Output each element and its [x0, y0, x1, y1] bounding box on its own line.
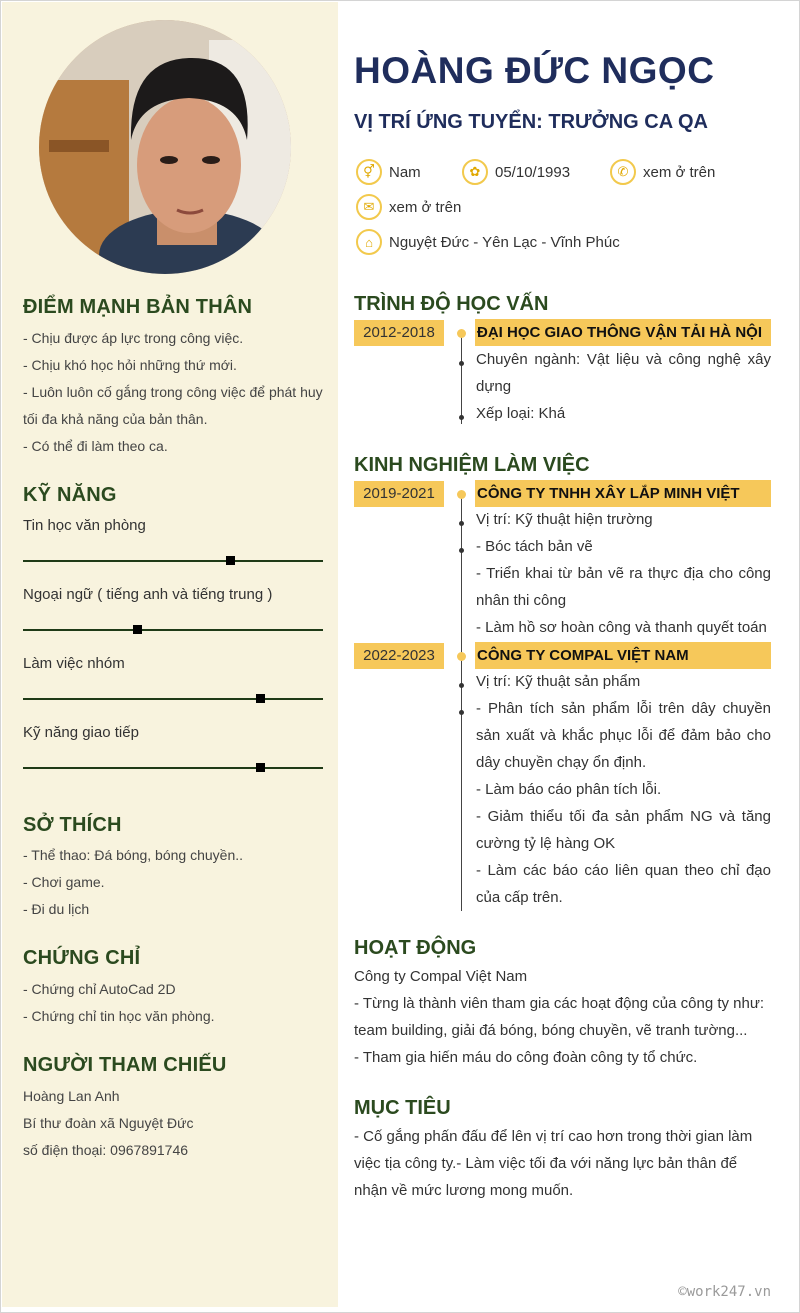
strength-item: - Chịu khó học hỏi những thứ mới.: [23, 357, 237, 373]
education-line: Chuyên ngành: Vật liệu và công nghệ xây dựng: [476, 351, 771, 395]
skill-name: Kỹ năng giao tiếp: [23, 724, 139, 741]
birthday-value: 05/10/1993: [495, 163, 571, 181]
activities-line: - Tham gia hiến máu do công đoàn công ty tổ chức.: [354, 1049, 698, 1066]
reference-item: số điện thoại: 0967891746: [23, 1142, 189, 1158]
education-title: TRÌNH ĐỘ HỌC VẤN: [354, 293, 549, 315]
info-email: [356, 194, 461, 220]
reference-item: Hoàng Lan Anh: [23, 1088, 120, 1104]
avatar: [39, 20, 291, 274]
experience-line: - Triển khai từ bản vẽ ra thực địa cho công nhân thi công: [476, 565, 771, 609]
timeline-line: [461, 332, 462, 424]
certificates-title: CHỨNG CHỈ: [23, 947, 141, 969]
skill-name: Tin học văn phòng: [23, 517, 146, 534]
gender-icon: ⚥: [356, 159, 382, 185]
company-name: CÔNG TY COMPAL VIỆT NAM: [475, 642, 771, 669]
strengths-title: ĐIỂM MẠNH BẢN THÂN: [23, 296, 253, 318]
bullet-dot: [459, 521, 464, 526]
strength-item: - Chịu được áp lực trong công việc.: [23, 330, 244, 346]
hobby-item: - Chơi game.: [23, 874, 105, 890]
education-years: 2012-2018: [354, 320, 444, 346]
avatar-photo: [39, 20, 291, 274]
watermark: ©work247.vn: [678, 1284, 771, 1300]
skill-bar: [23, 698, 323, 700]
address-icon: ⌂: [356, 229, 382, 255]
experience-years: 2022-2023: [354, 643, 444, 669]
phone-value: xem ở trên: [643, 163, 716, 181]
skill-level-marker: [226, 556, 235, 565]
timeline-line: [461, 493, 462, 911]
info-address: [356, 229, 620, 255]
main-content: [338, 2, 796, 1307]
activities-line: - Từng là thành viên tham gia các hoạt động của công ty như: team building, giải đá bóng, bóng chuyền, vẽ tranh tường...: [354, 995, 765, 1039]
bullet-dot: [459, 361, 464, 366]
bullet-dot: [459, 683, 464, 688]
timeline-dot: [457, 490, 466, 499]
skill-name: Ngoại ngữ ( tiếng anh và tiếng trung ): [23, 586, 273, 603]
strength-item: - Luôn luôn cố gắng trong công việc để phát huy tối đa khả năng của bản thân.: [23, 384, 323, 427]
skill-level-marker: [256, 763, 265, 772]
reference-item: Bí thư đoàn xã Nguyệt Đức: [23, 1115, 194, 1131]
experience-line: Vị trí: Kỹ thuật sản phẩm: [476, 673, 641, 690]
bullet-dot: [459, 415, 464, 420]
experience-line: - Bóc tách bản vẽ: [476, 538, 593, 555]
bullet-dot: [459, 548, 464, 553]
info-gender: [356, 159, 421, 185]
timeline-dot: [457, 652, 466, 661]
address-value: Nguyệt Đức - Yên Lạc - Vĩnh Phúc: [389, 233, 620, 251]
candidate-name: HOÀNG ĐỨC NGỌC: [354, 50, 715, 91]
objective-text: - Cố gắng phấn đấu để lên vị trí cao hơn trong thời gian làm việc tịa công ty.- Làm việc tối đa với năng lực bản thân để nhận về mức lương mong muốn.: [354, 1128, 753, 1199]
experience-years: 2019-2021: [354, 481, 444, 507]
education-line: Xếp loại: Khá: [476, 405, 566, 422]
strength-item: - Có thể đi làm theo ca.: [23, 438, 168, 454]
experience-title: KINH NGHIỆM LÀM VIỆC: [354, 454, 590, 476]
skill-level-marker: [133, 625, 142, 634]
position-title: VỊ TRÍ ỨNG TUYỂN: TRƯỞNG CA QA: [354, 111, 708, 133]
company-name: CÔNG TY TNHH XÂY LẮP MINH VIỆT: [475, 480, 771, 507]
activities-title: HOẠT ĐỘNG: [354, 937, 477, 959]
experience-line: Vị trí: Kỹ thuật hiện trường: [476, 511, 653, 528]
skill-bar: [23, 629, 323, 631]
hobbies-title: SỞ THÍCH: [23, 814, 122, 836]
school-name: ĐẠI HỌC GIAO THÔNG VẬN TẢI HÀ NỘI: [475, 319, 771, 346]
references-title: NGƯỜI THAM CHIẾU: [23, 1054, 227, 1076]
experience-line: - Làm hồ sơ hoàn công và thanh quyết toán: [476, 619, 767, 636]
phone-icon: ✆: [610, 159, 636, 185]
objective-title: MỤC TIÊU: [354, 1097, 451, 1119]
gender-value: Nam: [389, 163, 421, 181]
hobby-item: - Thể thao: Đá bóng, bóng chuyền..: [23, 847, 244, 863]
birthday-icon: ✿: [462, 159, 488, 185]
experience-line: - Làm các báo cáo liên quan theo chỉ đạo của cấp trên.: [476, 862, 771, 906]
certificate-item: - Chứng chỉ tin học văn phòng.: [23, 1008, 215, 1024]
certificate-item: - Chứng chỉ AutoCad 2D: [23, 981, 176, 997]
skills-title: KỸ NĂNG: [23, 484, 117, 506]
sidebar: [2, 2, 338, 1307]
bullet-dot: [459, 710, 464, 715]
hobby-item: - Đi du lịch: [23, 901, 90, 917]
experience-line: - Giảm thiểu tối đa sản phẩm NG và tăng cường tỷ lệ hàng OK: [476, 808, 771, 852]
experience-line: - Làm báo cáo phân tích lỗi.: [476, 781, 662, 798]
skill-bar: [23, 767, 323, 769]
timeline-dot: [457, 329, 466, 338]
skill-level-marker: [256, 694, 265, 703]
info-phone: [610, 159, 715, 185]
skill-name: Làm việc nhóm: [23, 655, 125, 672]
info-birthday: [462, 159, 570, 185]
skill-bar: [23, 560, 323, 562]
email-value: xem ở trên: [389, 198, 462, 216]
email-icon: ✉: [356, 194, 382, 220]
experience-line: - Phân tích sản phẩm lỗi trên dây chuyền sản xuất và khắc phục lỗi để đảm bảo cho dây chuyền chạy ổn định.: [476, 700, 771, 771]
activities-line: Công ty Compal Việt Nam: [354, 968, 528, 985]
